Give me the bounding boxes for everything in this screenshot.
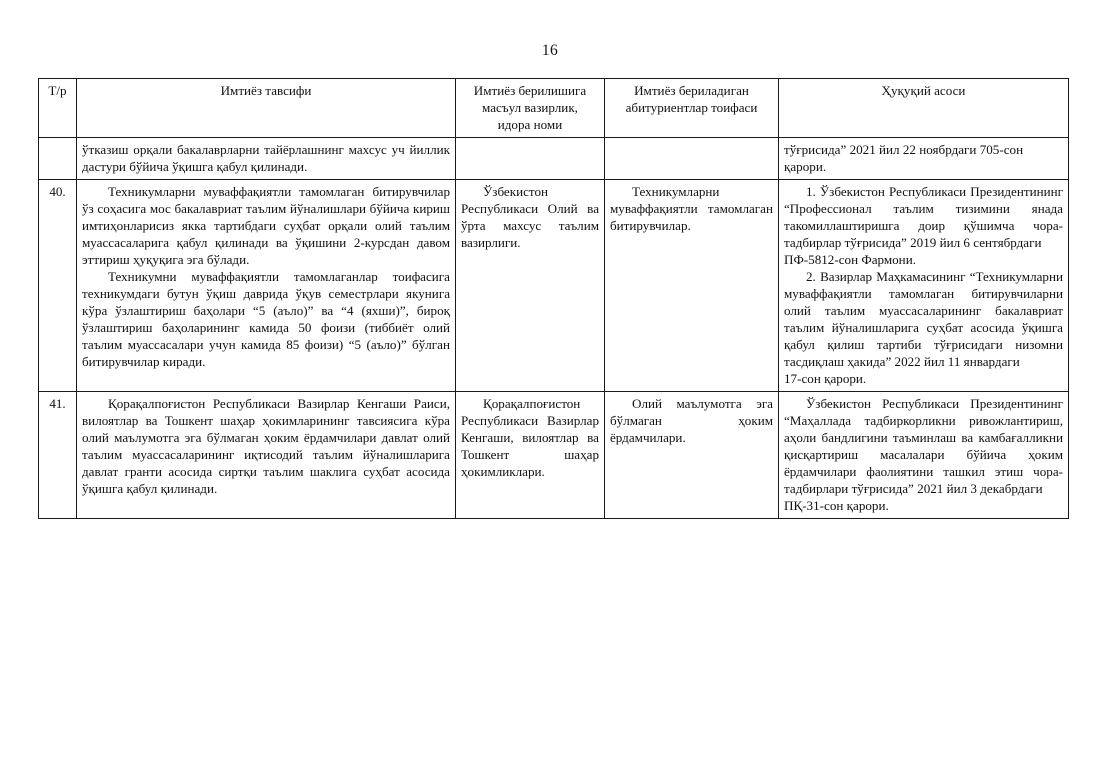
- row-legal-paragraph-1: 1. Ўзбекистон Республикаси Президентининг “Профессионал таълим тизимини янада такомиллаштиришга доир қўшимча чора-тадбирлар тўғрисида” 2019 йил 6 сентябрдаги: [784, 184, 1063, 251]
- row-category-text: Техникумларни муваффақиятли тамомлаган битирувчилар.: [610, 184, 773, 234]
- page-number: 16: [541, 42, 559, 59]
- row-category: [605, 138, 779, 180]
- row-description-text: ўтказиш орқали бакалаврларни тайёрлашнинг махсус уч йиллик дастури бўйича ўқишга қабул қилинади.: [82, 142, 450, 175]
- column-header-ministry-line3: идора номи: [497, 117, 563, 133]
- row-legal-text: Ўзбекистон Республикаси Президентининг “Маҳаллада тадбиркорликни ривожлантириш, аҳоли бандлигини таъминлаш ва камбағалликни қисқартириш масалалари бўйича ҳоким ёрдамчилари фаолиятини ташкил этиш чора-тадбирлари тўғрисида” 2021 йил 3 декабрдаги: [784, 396, 1063, 497]
- row-category: [605, 392, 779, 519]
- table-body: [39, 138, 1069, 519]
- column-header-ministry-line2: масъул вазирлик,: [482, 100, 578, 116]
- column-header-category-line2: абитуриентлар тоифаси: [625, 100, 758, 116]
- row-legal-paragraph-2-tail: 17-сон қарори.: [784, 371, 867, 387]
- table-header: [39, 79, 1069, 138]
- row-description-paragraph-2: Техникумни муваффақиятли тамомлаганлар тоифасига техникумдаги бутун ўқиш даврида ўқув семестрлари якунига кўра ўзлаштириш баҳолари “5 (аъло)” ва “4 (яхши)”, бироқ ўзлаштириш баҳоларининг камида 50 фоизи (тиббиёт олий таълим муассасалари учун камида 85 фоизи) “5 (аъло)” бўлган битирувчилар киради.: [82, 269, 450, 370]
- table-row: [39, 138, 1069, 180]
- table-row: [39, 180, 1069, 392]
- row-legal-text: тўғрисида” 2021 йил 22 ноябрдаги 705-сон қарори.: [784, 142, 1024, 175]
- row-legal-paragraph-1-tail: ПФ-5812-сон Фармони.: [784, 252, 916, 268]
- row-ministry-text: Қорақалпоғистон Республикаси Вазирлар Кенгаши, вилоятлар ва Тошкент шаҳар ҳокимликлари.: [461, 396, 599, 480]
- row-description-text: Қорақалпоғистон Республикаси Вазирлар Кенгаши Раиси, вилоятлар ва Тошкент шаҳар ҳокимларининг тавсиясига кўра олий маълумотга эга бўлмаган ҳоким ёрдамчилари давлат олий таълим муассасаларининг иқтисодий таълим йўналишларига давлат гранти асосида сиртқи таълим шаклига суҳбат асосида ўқишга қабул қилинади.: [82, 396, 450, 497]
- table-header-row: [39, 79, 1069, 138]
- row-category: [605, 180, 779, 392]
- column-header-ministry-line1: Имтиёз берилишига: [473, 83, 587, 98]
- row-number: 41.: [39, 392, 77, 519]
- column-header-legal: Ҳуқуқий асоси: [779, 79, 1069, 138]
- column-header-no: Т/р: [39, 79, 77, 138]
- row-ministry-text: Ўзбекистон Республикаси Олий ва ўрта махсус таълим вазирлиги.: [461, 184, 599, 251]
- column-header-category-line1: Имтиёз бериладиган: [634, 83, 749, 98]
- row-description-paragraph-1: Техникумларни муваффақиятли тамомлаган битирувчилар ўз соҳасига мос бакалавриат таълим йўналишлари бўйича кириш имтиҳонларисиз якка тартибдаги суҳбат орқали олий таълим муассасаларига қабул қилинади ва ўқишини 2-курсдан давом эттириш ҳуқуқига эга бўлади.: [82, 184, 450, 268]
- row-legal: [779, 138, 1069, 180]
- column-header-description: Имтиёз тавсифи: [77, 79, 456, 138]
- row-ministry: [456, 392, 605, 519]
- column-header-category: [605, 79, 779, 138]
- row-number: 40.: [39, 180, 77, 392]
- row-legal: [779, 392, 1069, 519]
- row-legal: [779, 180, 1069, 392]
- row-description: [77, 392, 456, 519]
- row-description: [77, 138, 456, 180]
- table-row: [39, 392, 1069, 519]
- column-header-ministry: [456, 79, 605, 138]
- privileges-table: [38, 78, 1069, 519]
- row-ministry: [456, 138, 605, 180]
- row-legal-paragraph-2: 2. Вазирлар Маҳкамасининг “Техникумларни муваффақиятли тамомлаган битирувчиларни олий таълим муассасаларининг бакалавриат таълим йўналишларига суҳбат асосида ўқишга қабул қилиш тартиби тўғрисидаги низомни тасдиқлаш ҳакида” 2022 йил 11 январдаги: [784, 269, 1063, 370]
- row-ministry: [456, 180, 605, 392]
- row-category-text: Олий маълумотга эга бўлмаган ҳоким ёрдамчилари.: [610, 396, 773, 446]
- row-legal-text-tail: ПҚ-31-сон қарори.: [784, 498, 889, 514]
- row-number: [39, 138, 77, 180]
- row-description: [77, 180, 456, 392]
